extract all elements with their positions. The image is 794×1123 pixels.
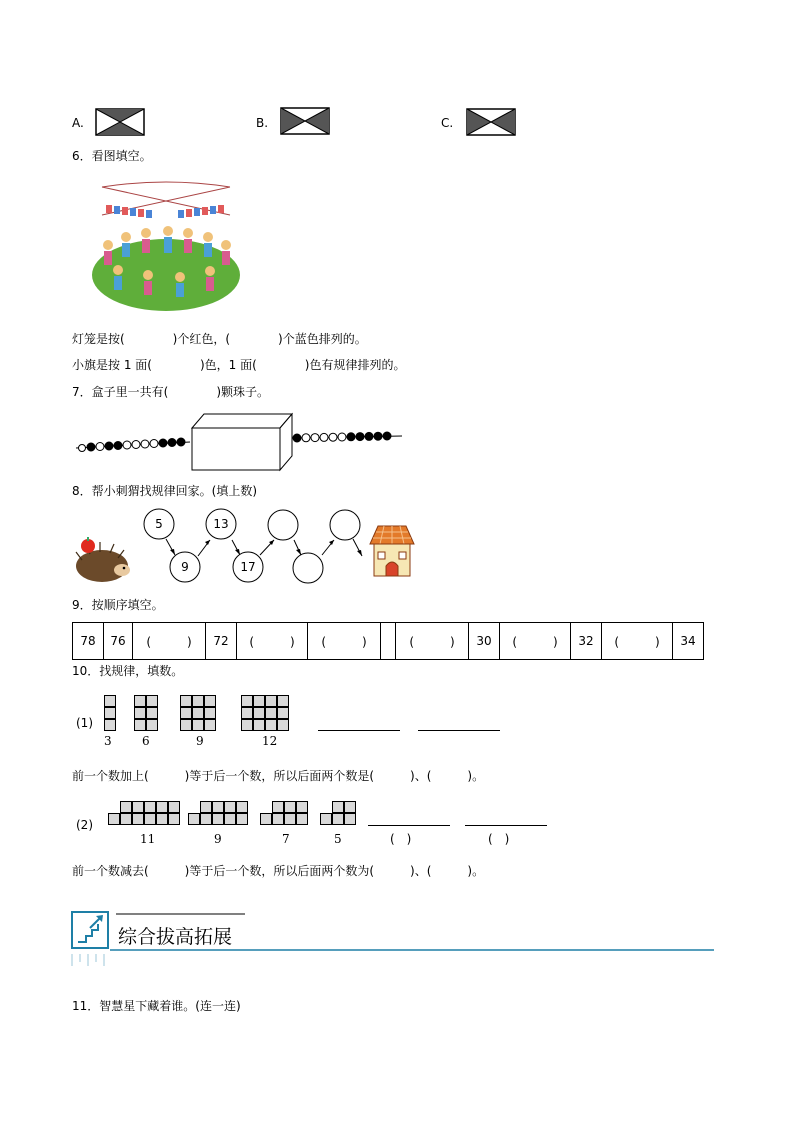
seq-cell: 30 xyxy=(469,623,500,660)
p2-number-1: 11 xyxy=(140,832,156,846)
seq-cell-blank[interactable]: ( ) xyxy=(500,623,571,660)
block-cell xyxy=(120,813,132,825)
block-cell xyxy=(104,695,116,707)
block-cell xyxy=(144,813,156,825)
sequence-table xyxy=(72,622,704,660)
block-cell xyxy=(146,695,158,707)
block-cell xyxy=(320,813,332,825)
option-a-figure[interactable] xyxy=(95,108,145,136)
block-cell xyxy=(284,801,296,813)
block-cell xyxy=(332,801,344,813)
seq-cell-blank[interactable]: ( ) xyxy=(237,623,308,660)
option-b-label: B. xyxy=(256,116,269,130)
circle-number-2: 9 xyxy=(181,560,189,574)
block-cell xyxy=(120,801,132,813)
option-c-label: C. xyxy=(441,116,454,130)
block-cell xyxy=(146,719,158,731)
p2-number-2: 9 xyxy=(214,832,222,846)
option-a-label: A. xyxy=(72,116,84,130)
q10-title: 10．找规律，填数。 xyxy=(72,664,184,678)
block-cell xyxy=(156,813,168,825)
block-cell xyxy=(104,707,116,719)
block-cell xyxy=(168,813,180,825)
block-cell xyxy=(241,719,253,731)
block-cell xyxy=(132,813,144,825)
block-cell xyxy=(204,695,216,707)
block-cell xyxy=(146,707,158,719)
block-cell xyxy=(265,707,277,719)
p1-number-1: 3 xyxy=(104,734,112,748)
circle-number-3: 13 xyxy=(213,517,229,531)
block-cell xyxy=(144,801,156,813)
block-cell xyxy=(204,719,216,731)
block-cell xyxy=(344,813,356,825)
block-cell xyxy=(168,801,180,813)
block-cell xyxy=(344,801,356,813)
block-cell xyxy=(296,813,308,825)
seq-cell: 32 xyxy=(571,623,602,660)
block-cell xyxy=(265,695,277,707)
circle-number-1: 5 xyxy=(155,517,163,531)
seq-cell-blank[interactable]: ( ) xyxy=(308,623,381,660)
seq-cell: 76 xyxy=(104,623,133,660)
block-cell xyxy=(192,695,204,707)
q9-title: 9．按顺序填空。 xyxy=(72,598,164,612)
seq-cell-blank[interactable]: ( ) xyxy=(602,623,673,660)
block-cell xyxy=(132,801,144,813)
seq-cell: 34 xyxy=(673,623,704,660)
block-cell xyxy=(200,801,212,813)
children-dancing-illustration xyxy=(88,175,243,315)
p2-blank-paren-1: ( ) xyxy=(390,832,412,846)
block-cell xyxy=(241,695,253,707)
bead-string-box-figure xyxy=(72,408,412,474)
block-cell xyxy=(277,707,289,719)
p1-answer-blank-1[interactable] xyxy=(318,730,400,731)
house-icon xyxy=(366,522,416,580)
q11-title: 11．智慧星下藏着谁。(连一连) xyxy=(72,999,241,1013)
number-circle-7-blank[interactable] xyxy=(330,510,360,540)
block-cell xyxy=(236,813,248,825)
seq-cell-blank[interactable]: ( ) xyxy=(396,623,469,660)
block-cell xyxy=(134,719,146,731)
seq-cell-blank[interactable]: ( ) xyxy=(133,623,206,660)
block-cell xyxy=(192,719,204,731)
seq-cell: 72 xyxy=(206,623,237,660)
block-cell xyxy=(277,719,289,731)
block-cell xyxy=(332,813,344,825)
p2-answer-blank-2[interactable] xyxy=(465,825,547,826)
q10-part2-label: (2) xyxy=(76,818,93,832)
block-cell xyxy=(134,707,146,719)
block-cell xyxy=(224,801,236,813)
seq-cell: 78 xyxy=(73,623,104,660)
block-cell xyxy=(104,719,116,731)
block-cell xyxy=(180,719,192,731)
p2-answer-blank-1[interactable] xyxy=(368,825,450,826)
block-cell xyxy=(272,813,284,825)
q8-title: 8．帮小刺猬找规律回家。(填上数) xyxy=(72,484,257,498)
seq-cell-blank[interactable] xyxy=(381,623,396,660)
block-cell xyxy=(134,695,146,707)
q10-part1-label: (1) xyxy=(76,716,93,730)
block-cell xyxy=(284,813,296,825)
p1-number-3: 9 xyxy=(196,734,204,748)
q7-title: 7．盒子里一共有( )颗珠子。 xyxy=(72,385,269,399)
block-cell xyxy=(253,707,265,719)
block-cell xyxy=(180,695,192,707)
block-cell xyxy=(108,813,120,825)
block-cell xyxy=(277,695,289,707)
block-cell xyxy=(296,801,308,813)
number-path xyxy=(140,506,370,586)
block-cell xyxy=(200,813,212,825)
block-cell xyxy=(272,801,284,813)
block-cell xyxy=(265,719,277,731)
circle-number-4: 17 xyxy=(240,560,256,574)
q6-line1: 灯笼是按( )个红色，( )个蓝色排列的。 xyxy=(72,332,367,346)
p1-number-4: 12 xyxy=(262,734,278,748)
q10-part1-text: 前一个数加上( )等于后一个数，所以后面两个数是( )、( )。 xyxy=(72,769,485,783)
q10-part2-text: 前一个数减去( )等于后一个数，所以后面两个数为( )、( )。 xyxy=(72,864,485,878)
block-cell xyxy=(236,801,248,813)
p1-number-2: 6 xyxy=(142,734,150,748)
block-cell xyxy=(156,801,168,813)
option-c-figure[interactable] xyxy=(466,108,516,136)
p1-answer-blank-2[interactable] xyxy=(418,730,500,731)
block-cell xyxy=(224,813,236,825)
block-cell xyxy=(253,695,265,707)
block-cell xyxy=(212,813,224,825)
block-cell xyxy=(212,801,224,813)
p2-blank-paren-2: ( ) xyxy=(488,832,510,846)
p2-number-3: 7 xyxy=(282,832,290,846)
block-cell xyxy=(180,707,192,719)
block-cell xyxy=(204,707,216,719)
block-cell xyxy=(260,813,272,825)
section-title: 综合拔高拓展 xyxy=(118,926,233,948)
option-b-figure[interactable] xyxy=(280,107,330,135)
q6-title: 6．看图填空。 xyxy=(72,149,152,163)
q6-line2: 小旗是按 1 面( )色，1 面( )色有规律排列的。 xyxy=(72,358,406,372)
block-cell xyxy=(253,719,265,731)
hedgehog-illustration xyxy=(72,536,132,584)
block-cell xyxy=(192,707,204,719)
p2-number-4: 5 xyxy=(334,832,342,846)
number-circle-5-blank[interactable] xyxy=(268,510,298,540)
block-cell xyxy=(188,813,200,825)
number-circle-6-blank[interactable] xyxy=(293,553,323,583)
block-cell xyxy=(241,707,253,719)
